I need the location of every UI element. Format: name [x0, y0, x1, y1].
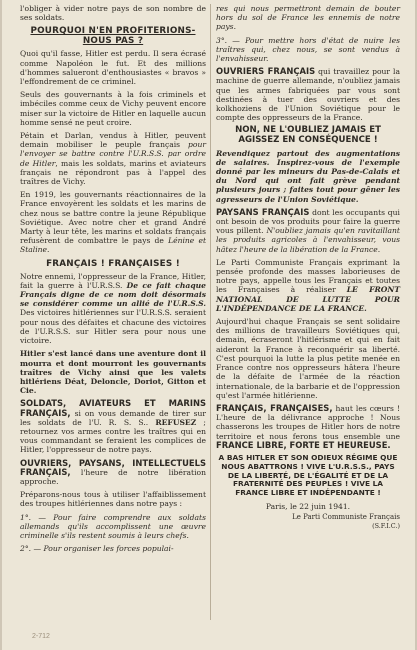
bold-text: REFUSEZ — [155, 417, 197, 427]
front-national-text: LE FRONT NATIONAL DE LUTTE POUR L'INDÉPENDANCE DE LA FRANCE. — [216, 285, 400, 313]
heading-non-oubliez: NON, NE L'OUBLIEZ JAMAIS ET AGISSEZ EN CONSÉQUENCE ! — [235, 125, 381, 146]
paragraph — [20, 459, 206, 487]
heading-francaises: FRANÇAIS, FRANÇAISES, — [216, 402, 333, 413]
left-column — [20, 4, 206, 557]
heading-soldats: SOLDATS, AVIATEURS ET MARINS FRANÇAIS, — [20, 398, 206, 418]
text: dont les occupants qui ont besoin de vos produits pour faire la guerre vous pillent. — [216, 207, 400, 236]
paragraph — [20, 272, 206, 346]
heading-ouvriers-paysans: OUVRIERS, PAYSANS, INTELLECTUELS FRANÇAIS, — [20, 457, 206, 477]
signature-sfic: (S.F.I.C.) — [372, 522, 400, 531]
list-item: 1°. — Pour faire comprendre aux soldats allemands qu'ils accomplissent une œuvre criminelle s'ils restent soumis à leurs chefs. — [20, 512, 206, 540]
list-item: 2°. — Pour organiser les forces populai- — [20, 544, 174, 554]
closing-slogan: A BAS HITLER ET SON ODIEUX RÉGIME QUE NOUS ABATTRONS ! VIVE L'U.R.S.S., PAYS DE LA LIBERTÉ, DE L'ÉGALITÉ ET DE LA FRATERNITÉ DES PEUPLES ! VIVE LA FRANCE LIBRE ET INDÉPENDANTE ! — [218, 452, 398, 498]
italic-text: Lénine et Staline. — [20, 236, 207, 255]
paragraph: Aujourd'hui chaque Français se sent solidaire des millions de travailleurs Soviétiques qui, demain, écraseront l'hitlérisme et qui en fait aideront la France à reconquérir sa liberté. C'est pourquoi la lutte la plus petite menée en France contre nos oppresseurs hâtera l'heure de la défaite de l'armée de la réaction internationale, de la barbarie et de l'oppression qu'est l'armée hitlérienne. — [216, 317, 400, 400]
paragraph — [20, 131, 206, 186]
date-line: Paris, le 22 juin 1941. — [265, 501, 351, 511]
heading-ouvriers: OUVRIERS FRANÇAIS — [216, 66, 316, 77]
paragraph: Revendiquez partout des augmentations de salaires. Inspirez-vous de l'exemple donné par les mineurs du Pas-de-Calais et du Nord qui ont fait grève pendant plusieurs jours ; faites tout pour gêner les agresseurs de l'Union Soviétique. — [216, 148, 400, 204]
bold-italic-text: De ce fait chaque Français digne de ce nom doit désormais se considérer comme un allié de l'U.R.S.S. — [20, 280, 206, 309]
italic-text: pour l'envoyer se battre contre l'U.R.S.S. par ordre de Hitler — [20, 140, 206, 168]
paragraph — [216, 404, 400, 450]
text: Le Parti Communiste Français exprimant la pensée profonde des masses laborieuses de notre pays, appelle tous les Français et toutes les Françaises à réaliser — [216, 257, 400, 295]
heading-paysans: PAYSANS FRANÇAIS — [216, 206, 310, 217]
text: l'heure de notre libération approche. — [20, 467, 206, 486]
paragraph: res qui nous permettront demain de bouter hors du sol de France les ennemis de notre pays. — [216, 4, 400, 32]
france-libre-text: FRANCE LIBRE, FORTE ET HEUREUSE. — [216, 439, 391, 450]
paragraph — [20, 190, 206, 254]
text: haut les cœurs ! L'heure de la délivrance approche ! Nous chasserons les troupes de Hitler hors de notre territoire et nous ferons tous ensemble une — [216, 403, 400, 441]
paragraph — [216, 208, 400, 254]
paragraph: l'obliger à vider notre pays de son nombre de ses soldats. — [20, 4, 206, 23]
text: si on vous demande de tirer sur les soldats de l'U. R. S. S.. — [20, 408, 206, 427]
paragraph: Préparons-nous tous à utiliser l'affaiblissement des troupes hitlériennes dans notre pays : — [20, 490, 206, 509]
column-divider — [210, 4, 211, 620]
bold-text: Hitler s'est lancé dans une aventure dont il mourra et dont mourront les gouvernants traîtres de Vichy ainsi que les valets hitlériens — [20, 349, 206, 386]
text: qui travaillez pour la machine de guerre allemande, n'oubliez jamais que les armes fabriquées par vous sont destinées à tuer des ouvriers et des kolkhoziens de l'Union Soviétique pour le compte des oppresseurs de la France. — [216, 67, 400, 123]
text: Pétain et Darlan, vendus à Hitler, peuvent demain mobiliser le peuple français — [20, 131, 206, 150]
heading-pourquoi: POURQUOI N'EN PROFITERIONS-NOUS PAS ? — [30, 26, 196, 47]
text: ; retournez vos armes contre les traîtres qui en vous commandant se feraient les complices de Hitler, l'oppresseur de notre pays. — [20, 417, 206, 455]
italic-text: N'oubliez jamais qu'en ravitaillant les produits agricoles à l'envahisseur, vous hâtez l'heure de la libération de la France. — [216, 226, 400, 254]
archive-mark: 2-712 — [32, 633, 50, 640]
text: , mais les soldats, marins et aviateurs français ne répondront pas à l'appel des traîtres de Vichy. — [20, 158, 206, 187]
text: Des victoires hitlériennes sur l'U.R.S.S. seraient pour nous des défaites et chacune des victoires de l'U.R.S.S. sur Hitler sera pour nous une victoire. — [20, 308, 206, 346]
list-item: 3°. — Pour mettre hors d'état de nuire les traîtres qui, chez nous, se sont vendus à l'envahisseur. — [216, 35, 400, 64]
paragraph — [20, 399, 206, 454]
text: Notre ennemi, l'oppresseur de la France, Hitler, fait la guerre à l'U.R.S.S. — [20, 271, 206, 290]
tract-page — [2, 0, 415, 650]
bold-text: Déat, Deloncle, Doriot, Gitton et Cie. — [20, 376, 206, 396]
signature-party: Le Parti Communiste Français — [292, 513, 400, 522]
paragraph — [216, 67, 400, 122]
heading-francais: FRANÇAIS ! FRANÇAISES ! — [46, 258, 180, 269]
paragraph — [216, 258, 400, 313]
right-column — [216, 4, 400, 532]
paragraph — [20, 349, 206, 395]
paragraph: Seuls des gouvernants à la fois criminels et imbéciles comme ceux de Vichy peuvent encore miser sur la victoire de Hitler en laquelle aucun homme sensé ne peut croire. — [20, 90, 206, 127]
text: En 1919, les gouvernants réactionnaires de la France envoyèrent les soldats et les marins de chez nous se battre contre la jeune République Soviétique. Avec notre cher et grand André Marty à leur tête, les marins et soldats français refusèrent de combattre le pays de — [20, 190, 206, 246]
paragraph: Quoi qu'il fasse, Hitler est perdu. Il sera écrasé comme Napoléon le fut. Et des millions d'hommes salueront d'enthousiastes « bravos » l'effondrement de ce criminel. — [20, 49, 206, 87]
